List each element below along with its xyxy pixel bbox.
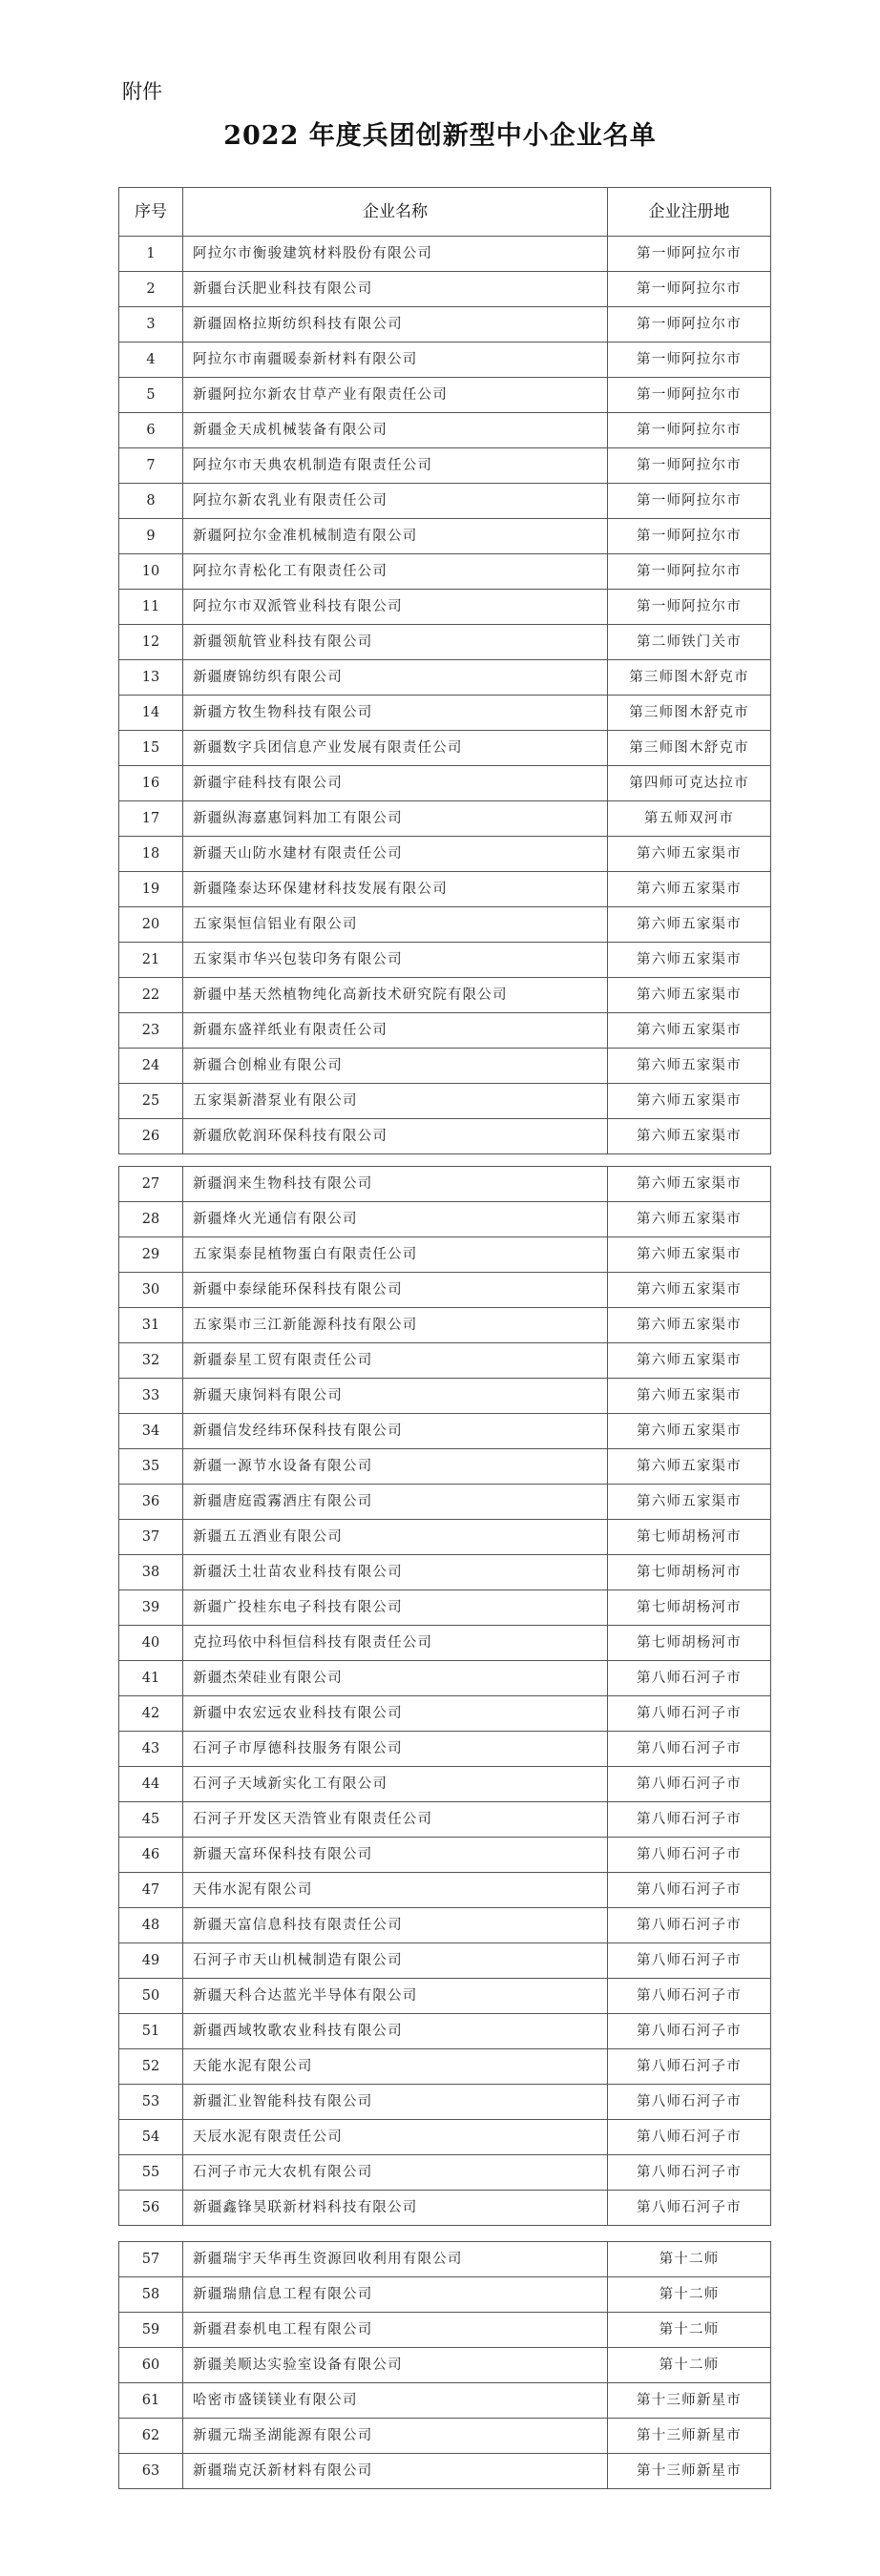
table-row bbox=[119, 237, 771, 272]
row-number: 24 bbox=[119, 1049, 183, 1084]
row-number: 18 bbox=[119, 837, 183, 872]
company-name-cell: 五家渠恒信铝业有限公司 bbox=[183, 907, 608, 943]
row-number: 29 bbox=[119, 1237, 183, 1273]
row-number: 10 bbox=[119, 554, 183, 590]
company-name-cell: 新疆隆泰达环保建材科技发展有限公司 bbox=[183, 872, 608, 907]
table-row bbox=[119, 801, 771, 837]
table-row bbox=[119, 943, 771, 978]
company-name-cell: 克拉玛依中科恒信科技有限责任公司 bbox=[183, 1626, 608, 1661]
company-name-cell: 天辰水泥有限责任公司 bbox=[183, 2120, 608, 2155]
row-number: 63 bbox=[119, 2454, 183, 2489]
table-row bbox=[119, 1732, 771, 1767]
registered-location-cell: 第六师五家渠市 bbox=[608, 943, 771, 978]
row-number: 9 bbox=[119, 519, 183, 554]
registered-location-cell: 第一师阿拉尔市 bbox=[608, 484, 771, 519]
company-name-cell: 新疆唐庭霞霧酒庄有限公司 bbox=[183, 1485, 608, 1520]
table-row bbox=[119, 1049, 771, 1084]
row-number: 16 bbox=[119, 766, 183, 801]
row-number: 22 bbox=[119, 978, 183, 1013]
company-name-cell: 新疆赓锦纺织有限公司 bbox=[183, 660, 608, 696]
table-body bbox=[119, 1167, 771, 2226]
registered-location-cell: 第六师五家渠市 bbox=[608, 1049, 771, 1084]
row-number: 34 bbox=[119, 1414, 183, 1449]
company-name-cell: 新疆烽火光通信有限公司 bbox=[183, 1202, 608, 1237]
row-number: 61 bbox=[119, 2383, 183, 2419]
company-name-cell: 新疆瑞克沃新材料有限公司 bbox=[183, 2454, 608, 2489]
company-name-cell: 新疆中基天然植物纯化高新技术研究院有限公司 bbox=[183, 978, 608, 1013]
row-number: 32 bbox=[119, 1343, 183, 1379]
row-number: 23 bbox=[119, 1013, 183, 1049]
registered-location-cell: 第十二师 bbox=[608, 2348, 771, 2383]
table-body bbox=[119, 2242, 771, 2489]
company-name-cell: 阿拉尔新农乳业有限责任公司 bbox=[183, 484, 608, 519]
registered-location-cell: 第一师阿拉尔市 bbox=[608, 554, 771, 590]
registered-location-cell: 第八师石河子市 bbox=[608, 2049, 771, 2085]
registered-location-cell: 第十三师新星市 bbox=[608, 2454, 771, 2489]
header-registered-location: 企业注册地 bbox=[608, 188, 771, 237]
company-name-cell: 新疆广投桂东电子科技有限公司 bbox=[183, 1590, 608, 1626]
registered-location-cell: 第一师阿拉尔市 bbox=[608, 519, 771, 554]
company-name-cell: 新疆天山防水建材有限责任公司 bbox=[183, 837, 608, 872]
table-row bbox=[119, 2049, 771, 2085]
company-name-cell: 新疆阿拉尔新农甘草产业有限责任公司 bbox=[183, 378, 608, 413]
table-row bbox=[119, 1119, 771, 1154]
row-number: 58 bbox=[119, 2277, 183, 2313]
company-name-cell: 新疆中泰绿能环保科技有限公司 bbox=[183, 1273, 608, 1308]
registered-location-cell: 第一师阿拉尔市 bbox=[608, 272, 771, 307]
table-row bbox=[119, 1237, 771, 1273]
company-name-cell: 新疆泰星工贸有限责任公司 bbox=[183, 1343, 608, 1379]
row-number: 49 bbox=[119, 1943, 183, 1979]
company-name-cell: 新疆元瑞圣湖能源有限公司 bbox=[183, 2419, 608, 2454]
registered-location-cell: 第六师五家渠市 bbox=[608, 1084, 771, 1119]
table-row bbox=[119, 519, 771, 554]
row-number: 41 bbox=[119, 1661, 183, 1696]
registered-location-cell: 第六师五家渠市 bbox=[608, 1343, 771, 1379]
table-row bbox=[119, 448, 771, 484]
company-name-cell: 新疆天康饲料有限公司 bbox=[183, 1379, 608, 1414]
registered-location-cell: 第六师五家渠市 bbox=[608, 1237, 771, 1273]
table-row bbox=[119, 272, 771, 307]
registered-location-cell: 第一师阿拉尔市 bbox=[608, 307, 771, 343]
company-name-cell: 新疆天富环保科技有限公司 bbox=[183, 1838, 608, 1873]
table-row bbox=[119, 1873, 771, 1908]
row-number: 11 bbox=[119, 590, 183, 625]
registered-location-cell: 第八师石河子市 bbox=[608, 1802, 771, 1838]
row-number: 60 bbox=[119, 2348, 183, 2383]
company-name-cell: 新疆数字兵团信息产业发展有限责任公司 bbox=[183, 731, 608, 766]
table-row bbox=[119, 837, 771, 872]
company-name-cell: 新疆东盛祥纸业有限责任公司 bbox=[183, 1013, 608, 1049]
registered-location-cell: 第一师阿拉尔市 bbox=[608, 448, 771, 484]
company-name-cell: 新疆五五酒业有限公司 bbox=[183, 1520, 608, 1555]
table-row bbox=[119, 2277, 771, 2313]
registered-location-cell: 第六师五家渠市 bbox=[608, 907, 771, 943]
row-number: 44 bbox=[119, 1767, 183, 1802]
row-number: 39 bbox=[119, 1590, 183, 1626]
company-name-cell: 新疆西域牧歌农业科技有限公司 bbox=[183, 2014, 608, 2049]
table-row bbox=[119, 1626, 771, 1661]
row-number: 57 bbox=[119, 2242, 183, 2277]
registered-location-cell: 第八师石河子市 bbox=[608, 1661, 771, 1696]
enterprise-table-part-2 bbox=[118, 1166, 771, 2226]
company-name-cell: 新疆中农宏远农业科技有限公司 bbox=[183, 1696, 608, 1732]
registered-location-cell: 第八师石河子市 bbox=[608, 2014, 771, 2049]
row-number: 35 bbox=[119, 1449, 183, 1485]
table-row bbox=[119, 1520, 771, 1555]
table-row bbox=[119, 766, 771, 801]
table-row bbox=[119, 343, 771, 378]
registered-location-cell: 第十二师 bbox=[608, 2242, 771, 2277]
company-name-cell: 新疆瑞宇天华再生资源回收利用有限公司 bbox=[183, 2242, 608, 2277]
row-number: 26 bbox=[119, 1119, 183, 1154]
row-number: 56 bbox=[119, 2191, 183, 2226]
company-name-cell: 阿拉尔市天典农机制造有限责任公司 bbox=[183, 448, 608, 484]
row-number: 53 bbox=[119, 2085, 183, 2120]
table-row bbox=[119, 307, 771, 343]
table-row bbox=[119, 2191, 771, 2226]
row-number: 52 bbox=[119, 2049, 183, 2085]
registered-location-cell: 第二师铁门关市 bbox=[608, 625, 771, 660]
registered-location-cell: 第四师可克达拉市 bbox=[608, 766, 771, 801]
company-name-cell: 石河子市天山机械制造有限公司 bbox=[183, 1943, 608, 1979]
company-name-cell: 五家渠市三江新能源科技有限公司 bbox=[183, 1308, 608, 1343]
table-row bbox=[119, 1379, 771, 1414]
company-name-cell: 石河子开发区天浩管业有限责任公司 bbox=[183, 1802, 608, 1838]
registered-location-cell: 第六师五家渠市 bbox=[608, 837, 771, 872]
table-row bbox=[119, 1590, 771, 1626]
registered-location-cell: 第六师五家渠市 bbox=[608, 1308, 771, 1343]
registered-location-cell: 第八师石河子市 bbox=[608, 1696, 771, 1732]
row-number: 42 bbox=[119, 1696, 183, 1732]
registered-location-cell: 第十二师 bbox=[608, 2277, 771, 2313]
company-name-cell: 石河子市厚德科技服务有限公司 bbox=[183, 1732, 608, 1767]
registered-location-cell: 第十三师新星市 bbox=[608, 2383, 771, 2419]
row-number: 19 bbox=[119, 872, 183, 907]
company-name-cell: 五家渠泰昆植物蛋白有限责任公司 bbox=[183, 1237, 608, 1273]
registered-location-cell: 第八师石河子市 bbox=[608, 1732, 771, 1767]
row-number: 50 bbox=[119, 1979, 183, 2014]
row-number: 30 bbox=[119, 1273, 183, 1308]
company-name-cell: 新疆杰荣硅业有限公司 bbox=[183, 1661, 608, 1696]
company-name-cell: 天伟水泥有限公司 bbox=[183, 1873, 608, 1908]
registered-location-cell: 第八师石河子市 bbox=[608, 1873, 771, 1908]
table-row bbox=[119, 378, 771, 413]
registered-location-cell: 第六师五家渠市 bbox=[608, 872, 771, 907]
company-name-cell: 新疆方牧生物科技有限公司 bbox=[183, 696, 608, 731]
registered-location-cell: 第六师五家渠市 bbox=[608, 1202, 771, 1237]
registered-location-cell: 第一师阿拉尔市 bbox=[608, 413, 771, 448]
company-name-cell: 五家渠新潜泵业有限公司 bbox=[183, 1084, 608, 1119]
registered-location-cell: 第八师石河子市 bbox=[608, 1767, 771, 1802]
attachment-label: 附件 bbox=[122, 80, 162, 103]
table-row bbox=[119, 413, 771, 448]
company-name-cell: 新疆固格拉斯纺织科技有限公司 bbox=[183, 307, 608, 343]
row-number: 43 bbox=[119, 1732, 183, 1767]
registered-location-cell: 第六师五家渠市 bbox=[608, 1119, 771, 1154]
company-name-cell: 新疆台沃肥业科技有限公司 bbox=[183, 272, 608, 307]
table-row bbox=[119, 1661, 771, 1696]
row-number: 3 bbox=[119, 307, 183, 343]
company-name-cell: 阿拉尔市衡骏建筑材料股份有限公司 bbox=[183, 237, 608, 272]
row-number: 36 bbox=[119, 1485, 183, 1520]
table-row bbox=[119, 2348, 771, 2383]
company-name-cell: 新疆信发经纬环保科技有限公司 bbox=[183, 1414, 608, 1449]
table-row bbox=[119, 1414, 771, 1449]
row-number: 46 bbox=[119, 1838, 183, 1873]
row-number: 2 bbox=[119, 272, 183, 307]
table-row bbox=[119, 1555, 771, 1590]
table-row bbox=[119, 1167, 771, 1202]
table-row bbox=[119, 1202, 771, 1237]
company-name-cell: 阿拉尔市南疆暖泰新材料有限公司 bbox=[183, 343, 608, 378]
table-row bbox=[119, 1084, 771, 1119]
registered-location-cell: 第七师胡杨河市 bbox=[608, 1555, 771, 1590]
row-number: 27 bbox=[119, 1167, 183, 1202]
table-row bbox=[119, 1696, 771, 1732]
company-name-cell: 新疆领航管业科技有限公司 bbox=[183, 625, 608, 660]
registered-location-cell: 第八师石河子市 bbox=[608, 1838, 771, 1873]
row-number: 15 bbox=[119, 731, 183, 766]
table-row bbox=[119, 1979, 771, 2014]
table-row bbox=[119, 2242, 771, 2277]
enterprise-table-part-3 bbox=[118, 2241, 771, 2489]
table-row bbox=[119, 1449, 771, 1485]
table-row bbox=[119, 872, 771, 907]
company-name-cell: 新疆宇硅科技有限公司 bbox=[183, 766, 608, 801]
registered-location-cell: 第三师图木舒克市 bbox=[608, 696, 771, 731]
company-name-cell: 新疆天富信息科技有限责任公司 bbox=[183, 1908, 608, 1943]
table-row bbox=[119, 2120, 771, 2155]
registered-location-cell: 第三师图木舒克市 bbox=[608, 660, 771, 696]
table-row bbox=[119, 625, 771, 660]
company-name-cell: 石河子天域新实化工有限公司 bbox=[183, 1767, 608, 1802]
company-name-cell: 新疆欣乾润环保科技有限公司 bbox=[183, 1119, 608, 1154]
registered-location-cell: 第六师五家渠市 bbox=[608, 1414, 771, 1449]
row-number: 47 bbox=[119, 1873, 183, 1908]
table-row bbox=[119, 1802, 771, 1838]
row-number: 51 bbox=[119, 2014, 183, 2049]
company-name-cell: 新疆汇业智能科技有限公司 bbox=[183, 2085, 608, 2120]
row-number: 40 bbox=[119, 1626, 183, 1661]
table-row bbox=[119, 2085, 771, 2120]
table-row bbox=[119, 731, 771, 766]
registered-location-cell: 第八师石河子市 bbox=[608, 2191, 771, 2226]
company-name-cell: 阿拉尔市双派管业科技有限公司 bbox=[183, 590, 608, 625]
table-row bbox=[119, 1273, 771, 1308]
row-number: 8 bbox=[119, 484, 183, 519]
registered-location-cell: 第八师石河子市 bbox=[608, 1979, 771, 2014]
table-row bbox=[119, 2313, 771, 2348]
registered-location-cell: 第六师五家渠市 bbox=[608, 1449, 771, 1485]
registered-location-cell: 第八师石河子市 bbox=[608, 2155, 771, 2191]
row-number: 6 bbox=[119, 413, 183, 448]
table-row bbox=[119, 1943, 771, 1979]
company-name-cell: 新疆君泰机电工程有限公司 bbox=[183, 2313, 608, 2348]
company-name-cell: 阿拉尔青松化工有限责任公司 bbox=[183, 554, 608, 590]
row-number: 38 bbox=[119, 1555, 183, 1590]
header-company-name: 企业名称 bbox=[183, 188, 608, 237]
row-number: 7 bbox=[119, 448, 183, 484]
company-name-cell: 新疆瑞鼎信息工程有限公司 bbox=[183, 2277, 608, 2313]
company-name-cell: 新疆美顺达实验室设备有限公司 bbox=[183, 2348, 608, 2383]
table-row bbox=[119, 907, 771, 943]
table-row bbox=[119, 2155, 771, 2191]
table-row bbox=[119, 2383, 771, 2419]
registered-location-cell: 第七师胡杨河市 bbox=[608, 1626, 771, 1661]
registered-location-cell: 第六师五家渠市 bbox=[608, 1167, 771, 1202]
table-row bbox=[119, 1308, 771, 1343]
registered-location-cell: 第一师阿拉尔市 bbox=[608, 343, 771, 378]
table-row bbox=[119, 2014, 771, 2049]
company-name-cell: 新疆一源节水设备有限公司 bbox=[183, 1449, 608, 1485]
company-name-cell: 新疆合创棉业有限公司 bbox=[183, 1049, 608, 1084]
row-number: 21 bbox=[119, 943, 183, 978]
row-number: 17 bbox=[119, 801, 183, 837]
registered-location-cell: 第六师五家渠市 bbox=[608, 1485, 771, 1520]
row-number: 37 bbox=[119, 1520, 183, 1555]
page-title: 2022 年度兵团创新型中小企业名单 bbox=[223, 121, 657, 151]
company-name-cell: 新疆鑫锋昊联新材料科技有限公司 bbox=[183, 2191, 608, 2226]
registered-location-cell: 第十二师 bbox=[608, 2313, 771, 2348]
table-row bbox=[119, 2419, 771, 2454]
table-row bbox=[119, 1485, 771, 1520]
company-name-cell: 石河子市元大农机有限公司 bbox=[183, 2155, 608, 2191]
company-name-cell: 哈密市盛镁镁业有限公司 bbox=[183, 2383, 608, 2419]
row-number: 54 bbox=[119, 2120, 183, 2155]
registered-location-cell: 第八师石河子市 bbox=[608, 2120, 771, 2155]
row-number: 48 bbox=[119, 1908, 183, 1943]
table-row bbox=[119, 554, 771, 590]
company-name-cell: 新疆金天成机械装备有限公司 bbox=[183, 413, 608, 448]
row-number: 5 bbox=[119, 378, 183, 413]
registered-location-cell: 第三师图木舒克市 bbox=[608, 731, 771, 766]
company-name-cell: 新疆纵海嘉惠饲料加工有限公司 bbox=[183, 801, 608, 837]
company-name-cell: 五家渠市华兴包装印务有限公司 bbox=[183, 943, 608, 978]
company-name-cell: 新疆沃土壮苗农业科技有限公司 bbox=[183, 1555, 608, 1590]
table-header-row bbox=[119, 188, 771, 237]
table-row bbox=[119, 1343, 771, 1379]
registered-location-cell: 第一师阿拉尔市 bbox=[608, 237, 771, 272]
row-number: 45 bbox=[119, 1802, 183, 1838]
registered-location-cell: 第一师阿拉尔市 bbox=[608, 378, 771, 413]
row-number: 25 bbox=[119, 1084, 183, 1119]
row-number: 55 bbox=[119, 2155, 183, 2191]
enterprise-table-part-1 bbox=[118, 187, 771, 1154]
table-row bbox=[119, 2454, 771, 2489]
table-row bbox=[119, 978, 771, 1013]
table-body bbox=[119, 237, 771, 1154]
company-name-cell: 新疆润来生物科技有限公司 bbox=[183, 1167, 608, 1202]
row-number: 28 bbox=[119, 1202, 183, 1237]
table-row bbox=[119, 484, 771, 519]
row-number: 14 bbox=[119, 696, 183, 731]
row-number: 13 bbox=[119, 660, 183, 696]
registered-location-cell: 第六师五家渠市 bbox=[608, 1379, 771, 1414]
company-name-cell: 新疆阿拉尔金准机械制造有限公司 bbox=[183, 519, 608, 554]
table-row bbox=[119, 1767, 771, 1802]
company-name-cell: 天能水泥有限公司 bbox=[183, 2049, 608, 2085]
header-number: 序号 bbox=[119, 188, 183, 237]
registered-location-cell: 第七师胡杨河市 bbox=[608, 1590, 771, 1626]
registered-location-cell: 第七师胡杨河市 bbox=[608, 1520, 771, 1555]
row-number: 20 bbox=[119, 907, 183, 943]
table-row bbox=[119, 696, 771, 731]
table-row bbox=[119, 1838, 771, 1873]
company-name-cell: 新疆天科合达蓝光半导体有限公司 bbox=[183, 1979, 608, 2014]
row-number: 33 bbox=[119, 1379, 183, 1414]
registered-location-cell: 第一师阿拉尔市 bbox=[608, 590, 771, 625]
registered-location-cell: 第五师双河市 bbox=[608, 801, 771, 837]
table-row bbox=[119, 1013, 771, 1049]
row-number: 4 bbox=[119, 343, 183, 378]
row-number: 1 bbox=[119, 237, 183, 272]
row-number: 59 bbox=[119, 2313, 183, 2348]
registered-location-cell: 第八师石河子市 bbox=[608, 2085, 771, 2120]
table-row bbox=[119, 660, 771, 696]
registered-location-cell: 第六师五家渠市 bbox=[608, 1273, 771, 1308]
row-number: 12 bbox=[119, 625, 183, 660]
registered-location-cell: 第八师石河子市 bbox=[608, 1908, 771, 1943]
registered-location-cell: 第六师五家渠市 bbox=[608, 978, 771, 1013]
table-row bbox=[119, 590, 771, 625]
row-number: 62 bbox=[119, 2419, 183, 2454]
table-row bbox=[119, 1908, 771, 1943]
registered-location-cell: 第八师石河子市 bbox=[608, 1943, 771, 1979]
registered-location-cell: 第六师五家渠市 bbox=[608, 1013, 771, 1049]
registered-location-cell: 第十三师新星市 bbox=[608, 2419, 771, 2454]
row-number: 31 bbox=[119, 1308, 183, 1343]
